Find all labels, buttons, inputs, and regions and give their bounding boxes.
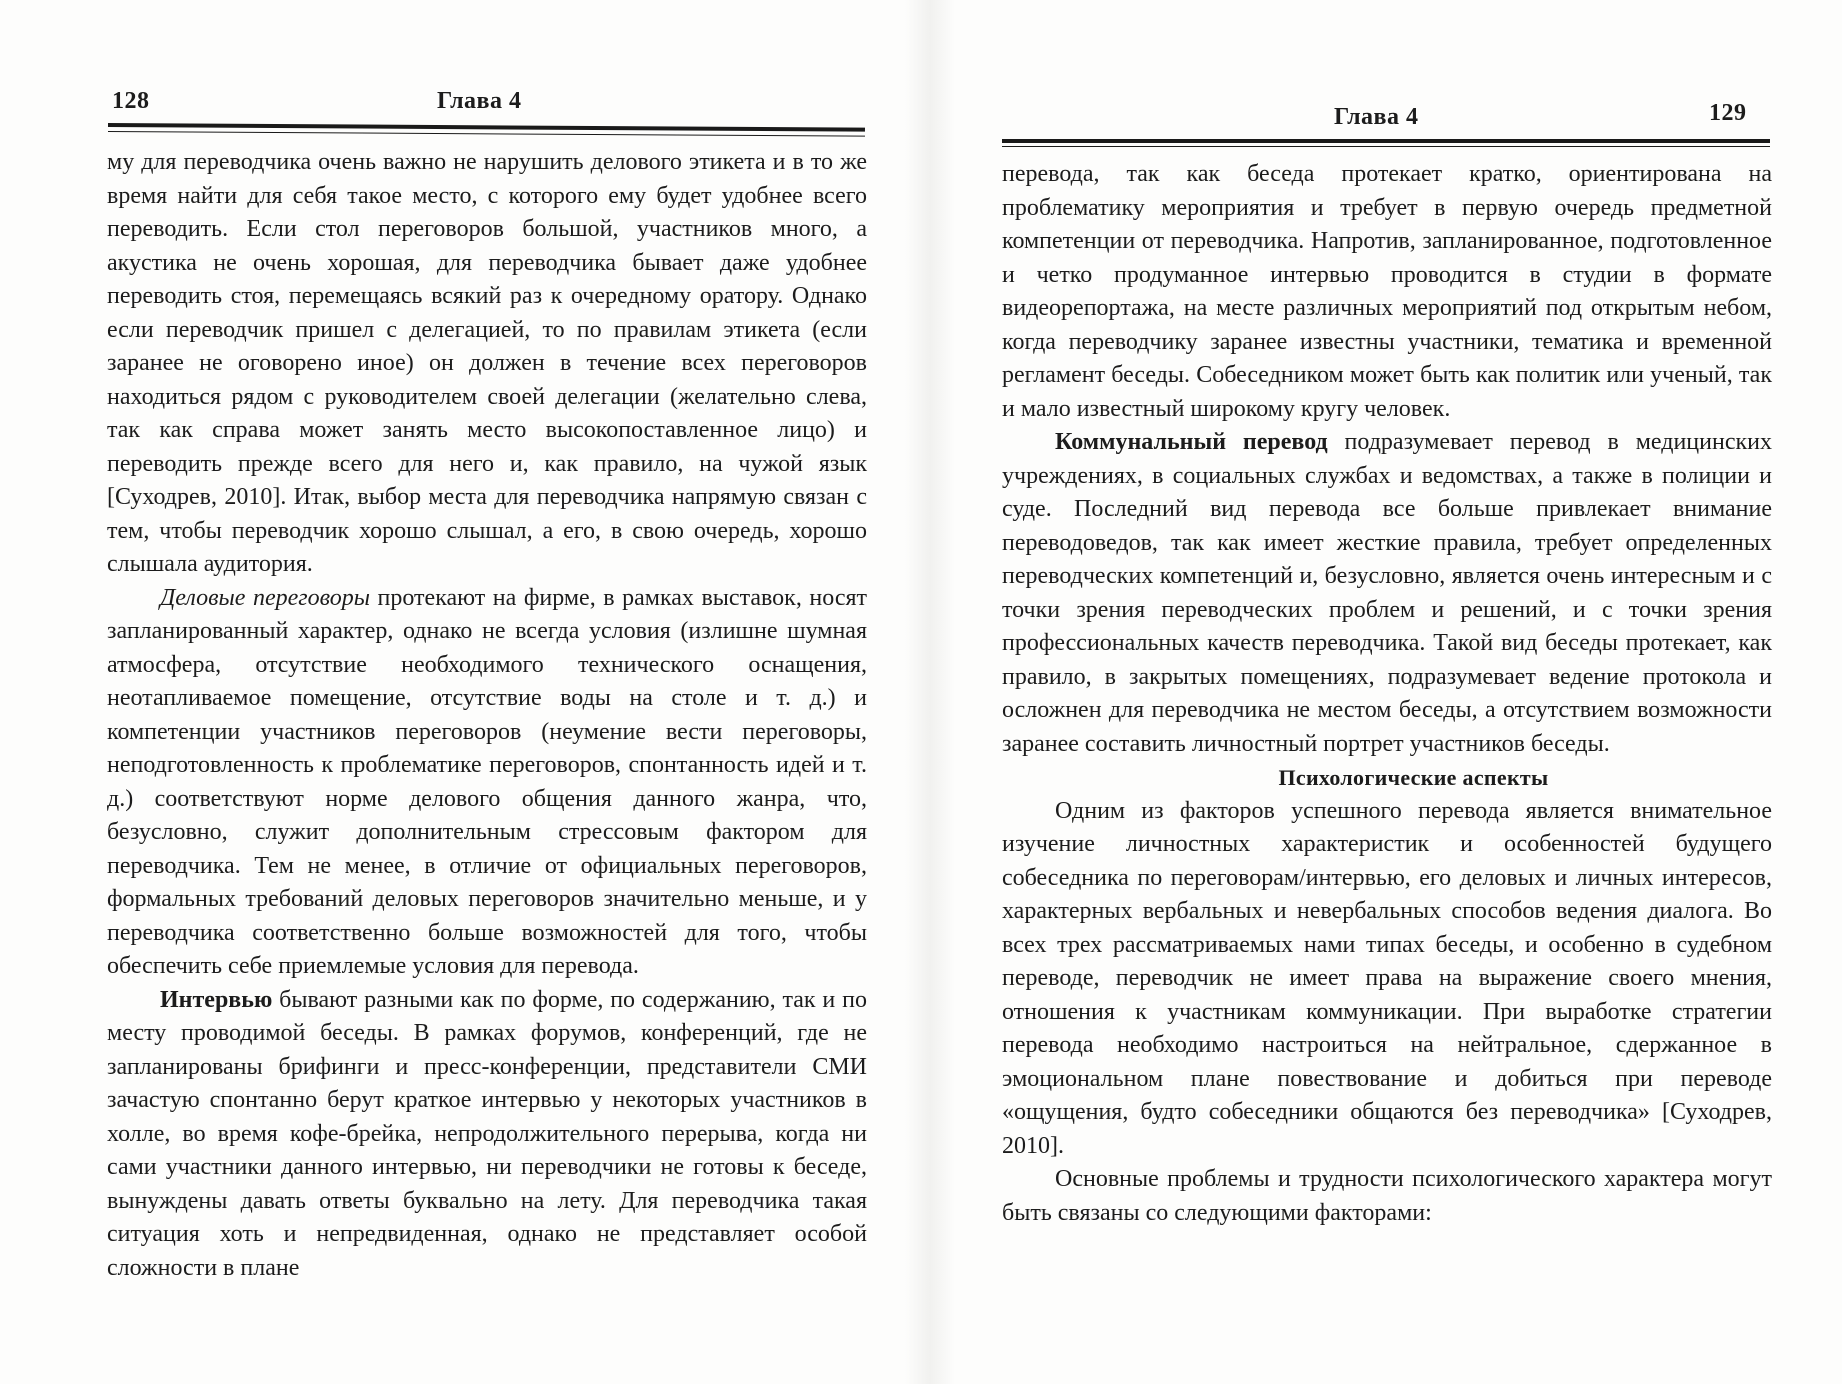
paragraph: Деловые переговоры протекают на фирме, в рамках выставок, носят запланированный характер, однако не всегда условия (излишне шумная атмосфера, отсутствие необходимого технического оснащения, неотапливаемое помещение, отсутствие воды на столе и т. д.) и компетенции участников переговоров (неумение вести переговоры, неподготовленность к проблематике переговоров, спонтанность идей и т. д.) соответствуют норме делового общения данного жанра, что, безусловно, служит дополнительным стрессовым фактором для переводчика. Тем не менее, в отличие от официальных переговоров, формальных требований деловых переговоров значительно меньше, и у переводчика соответственно больше возможностей для того, чтобы обеспечить себе приемлемые условия для перевода. bbox=[107, 584, 867, 979]
paragraph: перевода, так как беседа протекает кратко, ориентирована на проблематику мероприятия и требует в первую очередь предметной компетенции от переводчика. Напротив, запланированное, подготовленное и четко продуманное интервью проводится в студии в формате видеорепортажа, на месте различных мероприятий под открытым небом, когда переводчику заранее известны участники, тематика и временной регламент беседы. Собеседником может быть как политик или ученый, так и мало известный широкому кругу человек. bbox=[1002, 161, 1772, 422]
right-running-title: Глава 4 bbox=[1334, 104, 1419, 130]
right-header-rule-thin bbox=[1002, 146, 1770, 147]
left-page bbox=[0, 0, 900, 1384]
right-page-header bbox=[960, 0, 1842, 150]
paragraph: му для переводчика очень важно не нарушить делового этикета и в то же время найти для себя такое место, с которого ему будет удобнее всего переводить. Если стол переговоров большой, участников много, а акустика не очень хорошая, для переводчика бывает даже удобнее переводить стоя, перемещаясь всякий раз к очередному оратору. Однако если переводчик пришел с делегацией, то по правилам этикета (если заранее не оговорено иное) он должен в течение всех переговоров находиться рядом с руководителем своей делегации (желательно слева, так как справа может занять место высокопоставленное лицо) и переводить прежде всего для него и, как правило, на чужой язык [Суходрев, 2010]. Итак, выбор места для переводчика напрямую связан с тем, чтобы переводчик хорошо слышал, а его, в свою очередь, хорошо слышала аудитория. bbox=[107, 149, 867, 577]
section-heading: Психологические аспекты bbox=[1278, 765, 1549, 790]
book-spine bbox=[905, 0, 955, 1384]
left-running-title: Глава 4 bbox=[437, 88, 522, 114]
term-community-interpreting: Коммунальный перевод bbox=[1055, 429, 1328, 455]
right-header-rule-thick bbox=[1002, 139, 1770, 143]
paragraph: Коммунальный перевод подразумевает перевод в медицинских учреждениях, в социальных службах и ведомствах, а также в полиции и суде. Последний вид перевода все больше привлекает внимание переводоведов, так как имеет жесткие правила, требует определенных переводческих компетенций и, безусловно, является очень интересным и с точки зрения переводческих проблем и решений, и с точки зрения профессиональных качеств переводчика. Такой вид беседы протекает, как правило, в закрытых помещениях, подразумевает ведение протокола и осложнен для переводчика не местом беседы, а отсутствием возможности заранее составить личностный портрет участников беседы. bbox=[1002, 429, 1772, 757]
left-page-number: 128 bbox=[112, 88, 150, 114]
left-page-header bbox=[0, 0, 900, 150]
term-business-negotiations: Деловые переговоры bbox=[160, 584, 370, 611]
right-page bbox=[960, 0, 1842, 1384]
left-header-rule-thin bbox=[108, 131, 865, 137]
paragraph: Основные проблемы и трудности психологического характера могут быть связаны со следующими факторами: bbox=[1002, 1166, 1772, 1226]
paragraph: Интервью бывают разными как по форме, по содержанию, так и по месту проводимой беседы. В рамках форумов, конференций, где не запланированы брифинги и пресс-конференции, представители СМИ зачастую спонтанно берут краткое интервью у некоторых участников в холле, во время кофе-брейка, непродолжительного перерыва, когда ни сами участники данного интервью, ни переводчики не готовы к беседе, вынуждены давать ответы буквально на лету. Для переводчика такая ситуация хоть и непредвиденная, однако не представляет особой сложности в плане bbox=[107, 986, 867, 1281]
term-interview: Интервью bbox=[160, 986, 273, 1013]
right-page-number: 129 bbox=[1709, 100, 1747, 126]
left-header-rule-thick bbox=[108, 123, 865, 132]
left-page-body bbox=[107, 146, 867, 1285]
paragraph: Одним из факторов успешного перевода является внимательное изучение личностных характеристик и особенностей будущего собеседника по переговорам/интервью, его деловых и личных интересов, характерных вербальных и невербальных способов ведения диалога. Во всех трех рассматриваемых нами типах беседы, и особенно в судебном переводе, переводчик не имеет права на выражение своего мнения, отношения к участникам коммуникации. При выработке стратегии перевода необходимо настроиться на нейтральное, сдержанное в эмоциональном плане повествование и добиться при переводе «ощущения, будто собеседники общаются без переводчика» [Суходрев, 2010]. bbox=[1002, 797, 1772, 1159]
right-page-body bbox=[1002, 158, 1772, 1230]
